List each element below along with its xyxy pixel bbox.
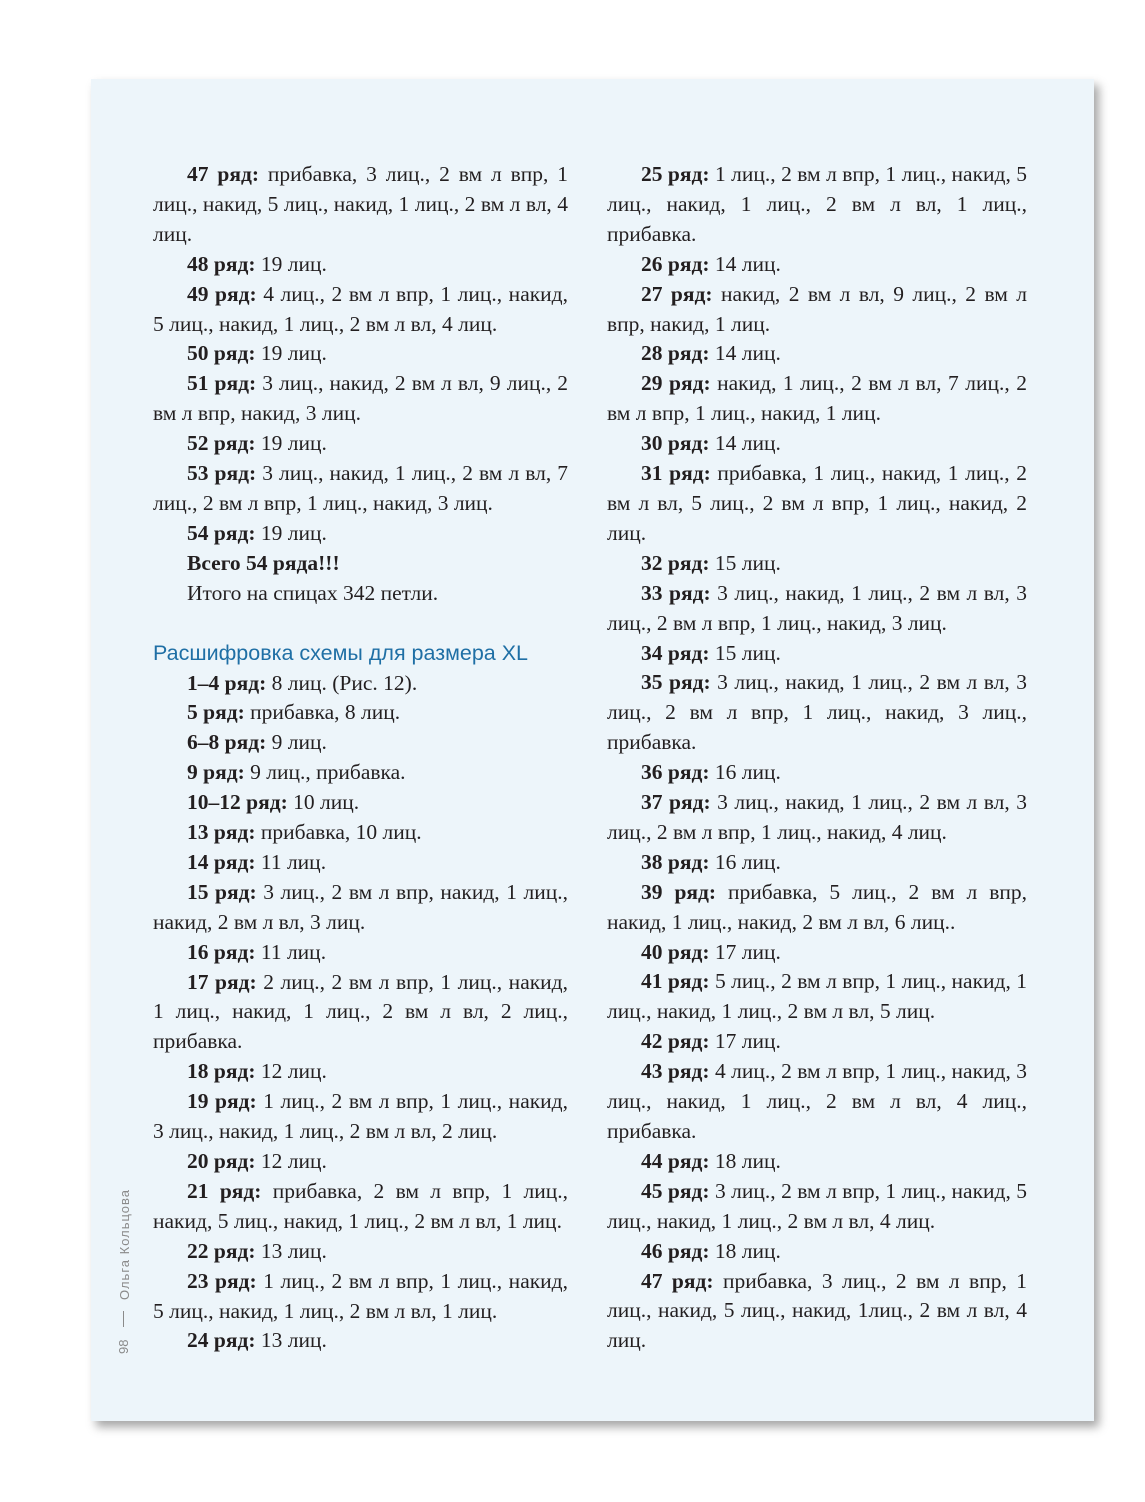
row-text: 3 лиц., накид, 1 лиц., 2 вм л вл, 7 лиц., 2 вм л впр, 1 лиц., накид, 3 лиц. [153, 461, 568, 515]
row-label: 45 ряд: [641, 1178, 710, 1203]
row-label: 20 ряд: [187, 1149, 256, 1173]
left-rows-bottom [153, 669, 568, 1357]
row-text: 11 лиц. [255, 939, 327, 964]
row-text: 1 лиц., 2 вм л впр, 1 лиц., накид, 5 лиц., накид, 1 лиц., 2 вм л вл, 1 лиц. [153, 1268, 568, 1323]
row-label: 16 ряд: [187, 939, 256, 964]
row-text: 17 лиц. [709, 1029, 781, 1054]
row-label: 37 ряд: [641, 790, 711, 815]
row-instruction [607, 369, 1027, 429]
row-text: прибавка, 3 лиц., 2 вм л впр, 1 лиц., накид, 5 лиц., накид, 1лиц., 2 вм л вл, 4 лиц. [607, 1268, 1027, 1353]
row-label: 29 ряд: [641, 371, 711, 396]
row-instruction [153, 788, 568, 818]
row-text: 1 лиц., 2 вм л впр, 1 лиц., накид, 3 лиц., накид, 1 лиц., 2 вм л вл, 2 лиц. [153, 1089, 568, 1144]
row-text: 8 лиц. (Рис. 12). [266, 670, 418, 695]
row-instruction [607, 788, 1027, 848]
row-instruction [607, 967, 1027, 1027]
row-instruction [153, 848, 568, 878]
row-instruction [153, 1177, 568, 1237]
row-label: 21 ряд: [187, 1178, 262, 1203]
total-rows-line: Всего 54 ряда!!! [187, 550, 340, 575]
page-number: 98 [116, 1339, 131, 1354]
row-instruction [607, 1057, 1027, 1147]
row-text: 19 лиц. [255, 520, 327, 545]
row-instruction [607, 280, 1027, 340]
row-text: 19 лиц. [255, 251, 327, 276]
row-label: 49 ряд: [187, 281, 257, 306]
row-instruction [607, 160, 1027, 250]
row-label: 50 ряд: [187, 341, 256, 366]
row-instruction [153, 280, 568, 340]
row-label: 46 ряд: [641, 1238, 710, 1263]
row-text: 4 лиц., 2 вм л впр, 1 лиц., накид, 3 лиц., накид, 1 лиц., 2 вм л вл, 4 лиц., прибавка. [607, 1059, 1028, 1143]
row-label: 14 ряд: [187, 849, 256, 874]
row-text: 3 лиц., накид, 1 лиц., 2 вм л вл, 3 лиц., 2 вм л впр, 1 лиц., накид, 3 лиц. [607, 580, 1027, 635]
row-text: 15 лиц. [709, 640, 781, 665]
row-instruction [153, 1057, 568, 1087]
row-label: 32 ряд: [641, 550, 710, 575]
row-text: 3 лиц., 2 вм л впр, накид, 1 лиц., накид, 2 вм л вл, 3 лиц. [153, 879, 568, 934]
row-text: 15 лиц. [709, 550, 781, 575]
row-label: 38 ряд: [641, 849, 710, 874]
total-stitches-line: Итого на спицах 342 петли. [187, 580, 439, 605]
row-text: 14 лиц. [709, 431, 781, 456]
row-instruction [153, 818, 568, 848]
row-instruction [153, 758, 568, 788]
row-text: прибавка, 5 лиц., 2 вм л впр, накид, 1 лиц., накид, 2 вм л вл, 6 лиц.. [607, 879, 1028, 934]
row-label: 34 ряд: [641, 640, 710, 665]
row-instruction [607, 339, 1027, 369]
row-instruction [153, 968, 568, 1058]
right-column [607, 160, 1027, 1356]
row-text: 3 лиц., накид, 1 лиц., 2 вм л вл, 3 лиц., 2 вм л впр, 1 лиц., накид, 3 лиц., прибавка. [607, 670, 1027, 755]
left-rows-top [153, 160, 568, 549]
row-text: 14 лиц. [709, 251, 781, 276]
row-text: 16 лиц. [709, 849, 781, 874]
row-label: 17 ряд: [187, 969, 257, 994]
row-text: 18 лиц. [709, 1238, 781, 1263]
row-instruction [153, 250, 568, 280]
row-instruction [153, 698, 568, 728]
row-label: 43 ряд: [641, 1059, 710, 1084]
row-text: 9 лиц., прибавка. [244, 760, 406, 785]
row-label: 1–4 ряд: [187, 670, 267, 695]
row-label: 42 ряд: [641, 1029, 710, 1054]
row-instruction [153, 878, 568, 938]
running-head-author: Ольга Кольцова [117, 1188, 132, 1300]
row-instruction [607, 938, 1027, 968]
row-instruction [607, 250, 1027, 280]
row-instruction [607, 878, 1027, 938]
row-text: прибавка, 10 лиц. [255, 820, 422, 845]
row-instruction [607, 549, 1027, 579]
right-rows [607, 160, 1027, 1356]
row-instruction [153, 339, 568, 369]
row-instruction [607, 579, 1027, 639]
left-column [153, 160, 568, 1356]
row-text: 16 лиц. [709, 760, 781, 785]
row-instruction [153, 938, 568, 968]
row-text: 3 лиц., 2 вм л впр, 1 лиц., накид, 5 лиц., накид, 1 лиц., 2 вм л вл, 4 лиц. [607, 1178, 1028, 1233]
row-instruction [153, 728, 568, 758]
row-text: 5 лиц., 2 вм л впр, 1 лиц., накид, 1 лиц., накид, 1 лиц., 2 вм л вл, 5 лиц. [607, 969, 1028, 1024]
row-text: 13 лиц. [255, 1328, 327, 1353]
row-text: 4 лиц., 2 вм л впр, 1 лиц., накид, 5 лиц., накид, 1 лиц., 2 вм л вл, 4 лиц. [153, 281, 568, 336]
row-label: 19 ряд: [187, 1089, 257, 1114]
row-label: 40 ряд: [641, 939, 710, 964]
row-instruction [153, 1087, 568, 1147]
row-text: прибавка, 1 лиц., накид, 1 лиц., 2 вм л вл, 5 лиц., 2 вм л впр, 1 лиц., накид, 2 лиц. [607, 461, 1028, 545]
row-label: 48 ряд: [187, 251, 256, 276]
row-label: 5 ряд: [187, 700, 245, 725]
row-label: 23 ряд: [187, 1268, 257, 1293]
row-instruction [607, 1177, 1027, 1237]
row-instruction [607, 429, 1027, 459]
row-label: 18 ряд: [187, 1059, 256, 1084]
row-text: 19 лиц. [255, 431, 327, 456]
row-instruction [153, 429, 568, 459]
row-label: 25 ряд: [641, 162, 710, 186]
row-text: 17 лиц. [709, 939, 781, 964]
row-text: 1 лиц., 2 вм л впр, 1 лиц., накид, 5 лиц., накид, 1 лиц., 2 вм л вл, 1 лиц., прибавка. [607, 162, 1028, 246]
row-instruction [607, 1027, 1027, 1057]
row-label: 52 ряд: [187, 431, 256, 456]
row-instruction [607, 639, 1027, 669]
row-label: 47 ряд: [641, 1268, 714, 1293]
row-instruction [607, 459, 1027, 549]
running-head-divider [123, 1311, 124, 1327]
row-text: 13 лиц. [255, 1238, 327, 1263]
row-instruction [153, 459, 568, 519]
row-instruction [607, 848, 1027, 878]
row-instruction [153, 1237, 568, 1267]
row-text: 3 лиц., накид, 2 вм л вл, 9 лиц., 2 вм л впр, накид, 3 лиц. [153, 371, 568, 426]
row-label: 53 ряд: [187, 461, 257, 486]
row-text: 2 лиц., 2 вм л впр, 1 лиц., накид, 1 лиц., накид, 1 лиц., 2 вм л вл, 2 лиц., прибавка. [153, 969, 568, 1054]
row-text: 14 лиц. [709, 341, 781, 366]
row-instruction [153, 1267, 568, 1327]
row-label: 15 ряд: [187, 879, 257, 904]
row-text: накид, 2 вм л вл, 9 лиц., 2 вм л впр, накид, 1 лиц. [607, 281, 1028, 336]
row-label: 47 ряд: [187, 162, 259, 186]
section-title: Расшифровка схемы для размера XL [153, 640, 529, 665]
row-label: 10–12 ряд: [187, 790, 288, 815]
row-text: 12 лиц. [255, 1149, 327, 1173]
row-label: 41 ряд: [641, 969, 710, 994]
row-instruction [607, 1267, 1027, 1357]
row-instruction [607, 668, 1027, 758]
row-label: 51 ряд: [187, 371, 257, 396]
row-text: 11 лиц. [255, 849, 327, 874]
row-instruction [153, 160, 568, 250]
row-text: 19 лиц. [255, 341, 327, 366]
row-label: 36 ряд: [641, 760, 710, 785]
row-instruction [607, 758, 1027, 788]
row-text: прибавка, 2 вм л впр, 1 лиц., накид, 5 лиц., накид, 1 лиц., 2 вм л вл, 1 лиц. [153, 1178, 569, 1233]
row-label: 27 ряд: [641, 281, 713, 306]
row-label: 9 ряд: [187, 760, 245, 785]
row-label: 31 ряд: [641, 461, 711, 486]
row-text: 18 лиц. [709, 1148, 781, 1173]
row-label: 26 ряд: [641, 251, 710, 276]
row-label: 6–8 ряд: [187, 730, 267, 755]
row-text: 3 лиц., накид, 1 лиц., 2 вм л вл, 3 лиц., 2 вм л впр, 1 лиц., накид, 4 лиц. [607, 790, 1027, 844]
row-instruction [153, 519, 568, 549]
row-label: 33 ряд: [641, 580, 711, 605]
row-instruction [607, 1237, 1027, 1267]
row-text: прибавка, 3 лиц., 2 вм л впр, 1 лиц., накид, 5 лиц., накид, 1 лиц., 2 вм л вл, 4 лиц. [153, 162, 569, 246]
row-text: 9 лиц. [266, 730, 327, 755]
row-label: 39 ряд: [641, 879, 717, 904]
row-text: накид, 1 лиц., 2 вм л вл, 7 лиц., 2 вм л впр, 1 лиц., накид, 1 лиц. [607, 371, 1027, 426]
row-label: 22 ряд: [187, 1238, 256, 1263]
row-label: 13 ряд: [187, 820, 256, 845]
row-label: 28 ряд: [641, 341, 710, 366]
row-label: 44 ряд: [641, 1148, 710, 1173]
row-text: 10 лиц. [287, 790, 360, 815]
row-instruction [153, 1326, 568, 1356]
row-label: 24 ряд: [187, 1328, 256, 1353]
row-label: 35 ряд: [641, 670, 711, 695]
row-instruction [153, 1147, 568, 1177]
row-text: прибавка, 8 лиц. [244, 700, 401, 725]
row-instruction [607, 1147, 1027, 1177]
row-instruction [153, 669, 568, 699]
row-label: 30 ряд: [641, 431, 710, 456]
row-instruction [153, 369, 568, 429]
row-text: 12 лиц. [255, 1059, 327, 1084]
row-label: 54 ряд: [187, 520, 256, 545]
